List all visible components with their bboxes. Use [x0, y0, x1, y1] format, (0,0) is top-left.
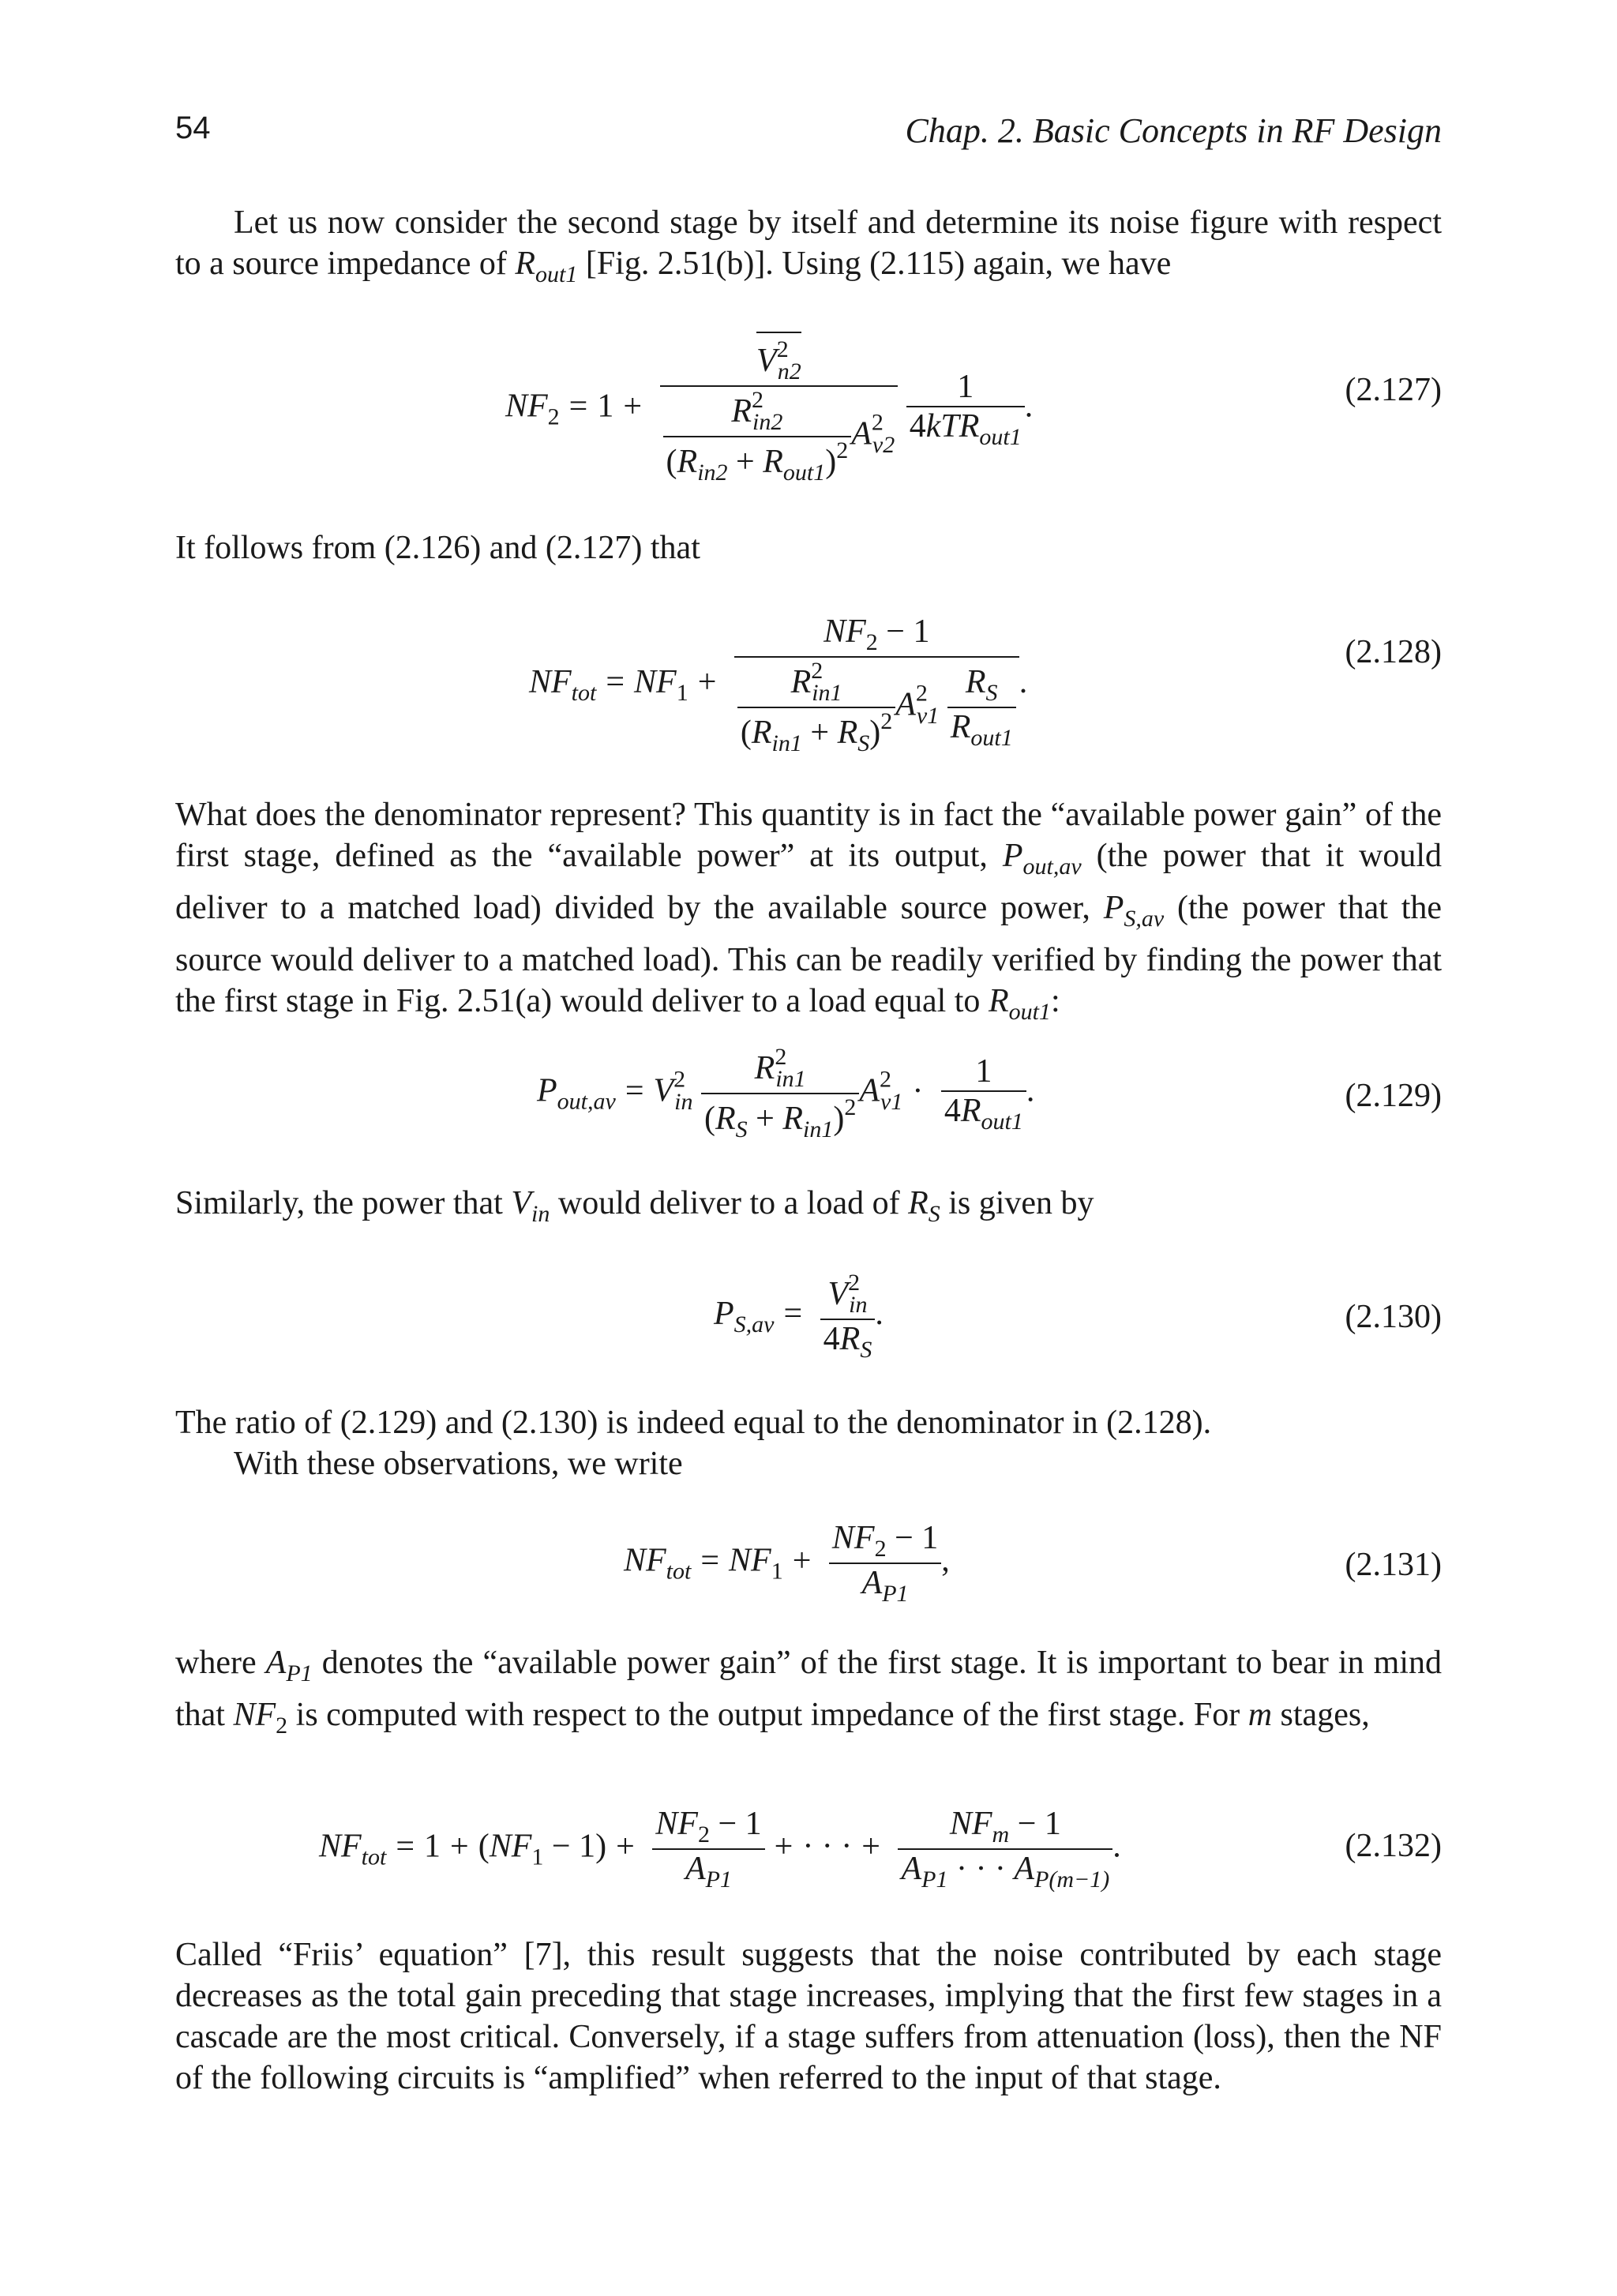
- equation-number-2-132: (2.132): [1345, 1828, 1442, 1864]
- paragraph-ratio: The ratio of (2.129) and (2.130) is indeed equal to the denominator in (2.128).: [175, 1405, 1212, 1441]
- paragraph-follows: It follows from (2.126) and (2.127) that: [175, 530, 700, 566]
- paragraph-friis: Called “Friis’ equation” [7], this result suggests that the noise contributed by each stage decreases as the total gain preceding that stage increases, implying that the first few stages in a cascade are the most critical. Conversely, if a stage suffers from attenuation (loss), then the NF of the following circuits is “amplified” when referred to the input of that stage.: [175, 1937, 1442, 2096]
- paragraph-similarly: Similarly, the power that $V_{in}$ would deliver to a load of $R_S$ is given by: [175, 1185, 1094, 1227]
- paragraph-intro: Let us now consider the second stage by itself and determine its noise figure with respect to a source impedance of $R_{out1}$ [Fig. 2.51(b)]. Using (2.115) again, we have: [175, 204, 1442, 287]
- equation-number-2-127: (2.127): [1345, 372, 1442, 408]
- equation-number-2-130: (2.130): [1345, 1299, 1442, 1335]
- equation-2-131: $NF_{tot} = NF_1$ + $\frac{NF_2 - 1}{A_{P1}}$ ,: [624, 1520, 950, 1607]
- equation-2-130: $P_{S,av}$ = $\frac{V^2_{in}}{4R_S}$ .: [714, 1270, 884, 1363]
- equation-2-129: $P_{out,av} = V^2_{in}$ $\frac{R^2_{in1}}{(R_S + R_{in1})^2}$ $A^2_{v1}$ · $\frac{1}{4R_{out1}}$ .: [537, 1044, 1035, 1142]
- equation-number-2-128: (2.128): [1345, 634, 1442, 670]
- equation-number-2-131: (2.131): [1345, 1547, 1442, 1583]
- paragraph-observations: With these observations, we write: [234, 1446, 683, 1482]
- page-number: 54: [175, 111, 211, 145]
- paragraph-where: where $A_{P1}$ denotes the “available power gain” of the first stage. It is important to bear in mind that $NF_2$ is computed with respect to the output impedance of the first stage. For m stages,: [175, 1645, 1442, 1739]
- equation-2-132: $NF_{tot} = 1 + (NF_1 - 1)$ + $\frac{NF_2 - 1}{A_{P1}}$ + · · · + $\frac{NF_m - 1}{A_{P1} \cdot \cdot \cdot A_{P(m-1)}}$ .: [319, 1806, 1121, 1893]
- paragraph-denominator: What does the denominator represent? This quantity is in fact the “available power gain” of the first stage, defined as the “available power” at its output, $P_{out,av}$ (the power that it would deliver to a matched load) divided by the available source power, $P_{S,av}$ (the power that the source would deliver to a matched load). This can be readily verified by finding the power that the first stage in Fig. 2.51(a) would deliver to a load equal to $R_{out1}$:: [175, 797, 1443, 1025]
- equation-2-127: $NF_2 = 1$ + $V^2_{n2}$ $\frac{R^2_{in2}}{(R_{in2} + R_{out1})^2}$ $A^2_{v2}$ $\frac{1}{4kTR_{out1}}$ .: [505, 332, 1033, 486]
- equation-2-128: $NF_{tot} = NF_1$ + $NF_2 - 1$ $\frac{R^2_{in1}}{(R_{in1} + R_S)^2}$ $A^2_{v1}$ $\frac{R_S}{R_{out1}}$ .: [529, 613, 1028, 756]
- equation-number-2-129: (2.129): [1345, 1078, 1442, 1114]
- chapter-title: Chap. 2. Basic Concepts in RF Design: [905, 111, 1442, 150]
